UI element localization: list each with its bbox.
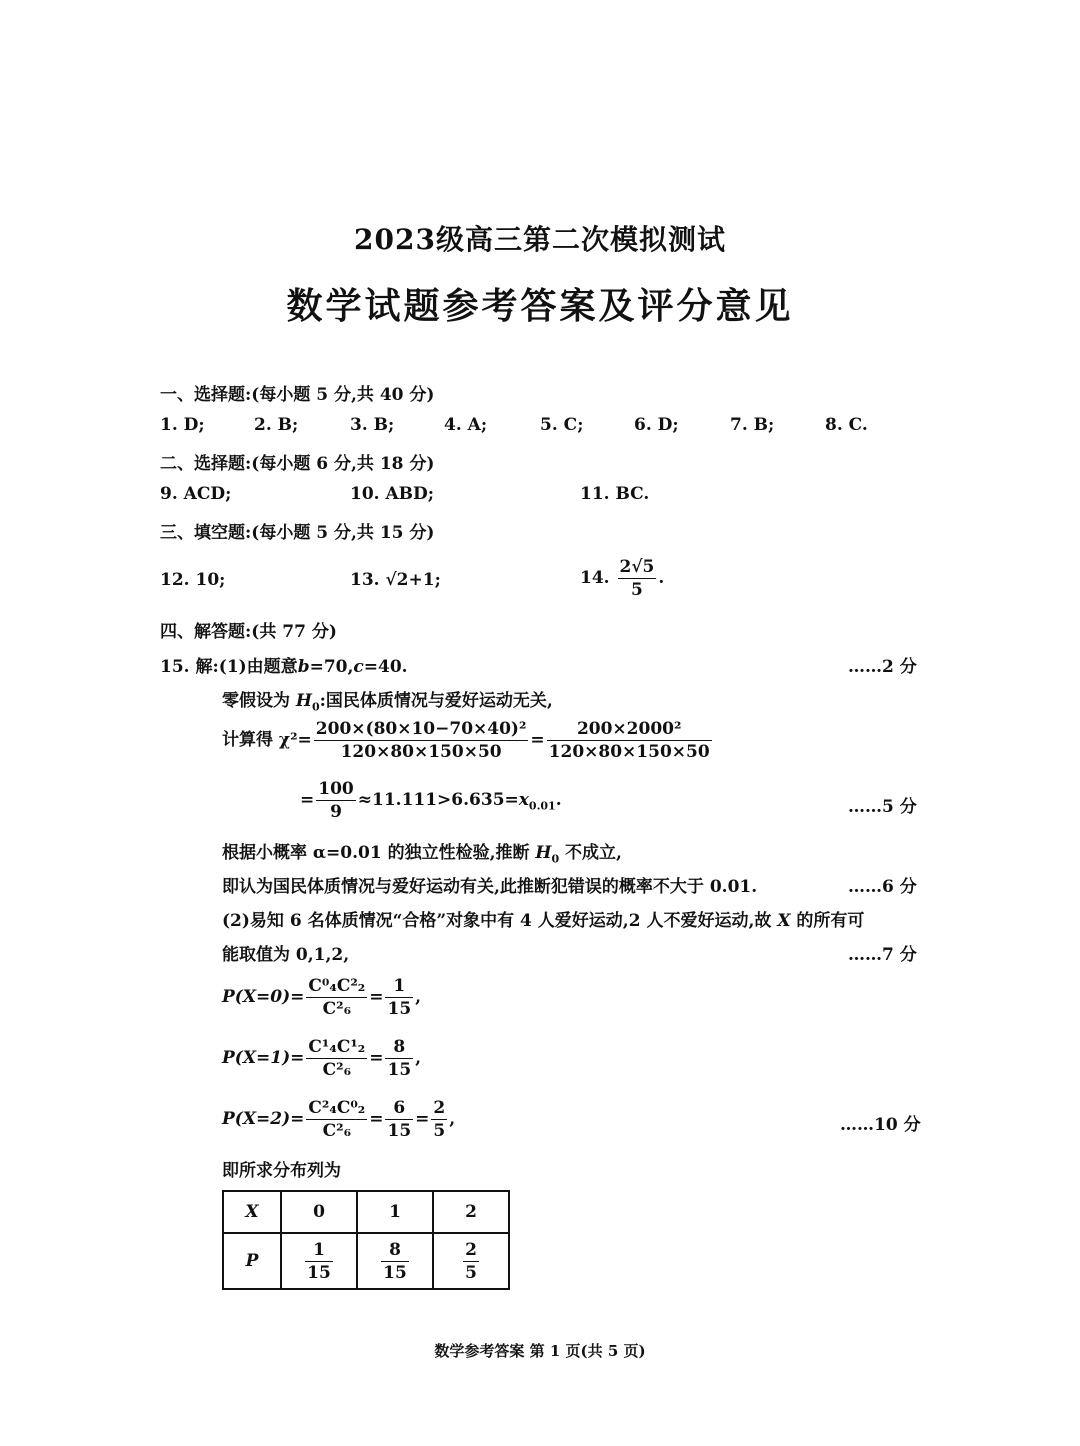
table-row (223, 1233, 509, 1289)
fraction: $\frac{\text{C²₄C⁰₂}}{\text{C²₆}}$ (308, 1098, 366, 1141)
mc-answer-6: 6. D; (634, 415, 679, 435)
mc-answer-5: 5. C; (540, 415, 584, 435)
fraction: $\frac{6}{15}$ (387, 1098, 412, 1141)
table-cell: P (223, 1233, 281, 1289)
section-heading-3: 三、填空题:(每小题 5 分,共 15 分) (160, 523, 435, 543)
mc-answer-4: 4. A; (444, 415, 488, 435)
fill-answer-13: 13. √2+1; (350, 570, 441, 590)
score-mark: ……10 分 (840, 1115, 921, 1135)
fraction: $\frac{\text{200×(80×10−70×40)²}}{120\times 80\times 150\times 50}$ (315, 719, 527, 762)
fraction: $\frac{2}{5}$ (465, 1239, 477, 1283)
q15-chi-square: 计算得 χ²= $\frac{\text{200×(80×10−70×40)²}}{120\times 80\times 150\times 50}$ = $\frac{\text{200×2000²}}{120\times 80\times 150\times 50}$ (222, 719, 710, 762)
q15-part2-line1: (2)易知 6 名体质情况“合格”对象中有 4 人爱好运动,2 人不爱好运动,故 X 的所有可 (222, 911, 865, 931)
multi-answer-9: 9. ACD; (160, 484, 232, 504)
distribution-table (222, 1190, 510, 1290)
probability-x0: P(X=0)= $\frac{\text{C⁰₄C²₂}}{\text{C²₆}}$ = $\frac{1}{15}$ , (222, 976, 422, 1019)
fraction: $\frac{1}{15}$ (387, 976, 412, 1019)
q15-inference: 根据小概率 α=0.01 的独立性检验,推断 $H_0$ 不成立, (222, 843, 622, 866)
fraction: $\frac{2√5}{5}$ (619, 557, 655, 600)
fill-answer-12: 12. 10; (160, 570, 226, 590)
table-cell (281, 1233, 357, 1289)
table-cell: 1 (357, 1191, 433, 1233)
page-footer: 数学参考答案 第 1 页(共 5 页) (434, 1342, 646, 1360)
multi-answer-10: 10. ABD; (350, 484, 435, 504)
mc-answer-2: 2. B; (254, 415, 299, 435)
q15-part2-line2: 能取值为 0,1,2, (222, 945, 350, 965)
sqrt-expression: √2 (385, 570, 409, 590)
exam-title: 2023级高三第二次模拟测试 (354, 223, 726, 256)
multi-answer-11: 11. BC. (580, 484, 650, 504)
q15-line1: 15. 解:(1)由题意b=70,c=40. (160, 657, 408, 677)
fraction: $\frac{\text{C¹₄C¹₂}}{\text{C²₆}}$ (308, 1037, 366, 1080)
table-cell: 2 (433, 1191, 509, 1233)
table-cell: X (223, 1191, 281, 1233)
score-mark: ……6 分 (848, 877, 917, 897)
score-mark: ……7 分 (848, 945, 917, 965)
distribution-label: 即所求分布列为 (222, 1161, 341, 1181)
mc-answer-8: 8. C. (825, 415, 868, 435)
q15-null-hypothesis: 零假设为 $H_0$:国民体质情况与爱好运动无关, (222, 691, 553, 714)
fraction: $\frac{2}{5}$ (433, 1098, 446, 1141)
fraction: $\frac{1}{15}$ (307, 1239, 331, 1283)
table-cell (357, 1233, 433, 1289)
mc-answer-1: 1. D; (160, 415, 205, 435)
fraction: $\frac{8}{15}$ (387, 1037, 412, 1080)
answer-key-title: 数学试题参考答案及评分意见 (286, 285, 794, 327)
score-mark: ……2 分 (848, 657, 917, 677)
fraction: $\frac{8}{15}$ (383, 1239, 407, 1283)
probability-x2: P(X=2)= $\frac{\text{C²₄C⁰₂}}{\text{C²₆}}$ = $\frac{6}{15}$ = $\frac{2}{5}$ , (222, 1098, 456, 1141)
section-heading-1: 一、选择题:(每小题 5 分,共 40 分) (160, 385, 435, 405)
fraction: $\frac{100}{9}$ (318, 779, 354, 822)
table-cell: 0 (281, 1191, 357, 1233)
score-mark: ……5 分 (848, 797, 917, 817)
mc-answer-3: 3. B; (350, 415, 395, 435)
table-row (223, 1191, 509, 1233)
section-heading-4: 四、解答题:(共 77 分) (160, 622, 337, 642)
q15-conclusion: 即认为国民体质情况与爱好运动有关,此推断犯错误的概率不大于 0.01. (222, 877, 758, 897)
table-cell (433, 1233, 509, 1289)
section-heading-2: 二、选择题:(每小题 6 分,共 18 分) (160, 454, 435, 474)
probability-x1: P(X=1)= $\frac{\text{C¹₄C¹₂}}{\text{C²₆}}$ = $\frac{8}{15}$ , (222, 1037, 422, 1080)
q15-chi-result: = $\frac{100}{9}$ $\approx 11.111>6.635=x_{0.01}$. (300, 779, 562, 822)
mc-answer-7: 7. B; (730, 415, 775, 435)
fill-answer-14: 14. $\frac{2√5}{5}$ . (580, 557, 665, 600)
fraction: $\frac{\text{200×2000²}}{120\times 80\times 150\times 50}$ (548, 719, 710, 762)
fraction: $\frac{\text{C⁰₄C²₂}}{\text{C²₆}}$ (308, 976, 366, 1019)
